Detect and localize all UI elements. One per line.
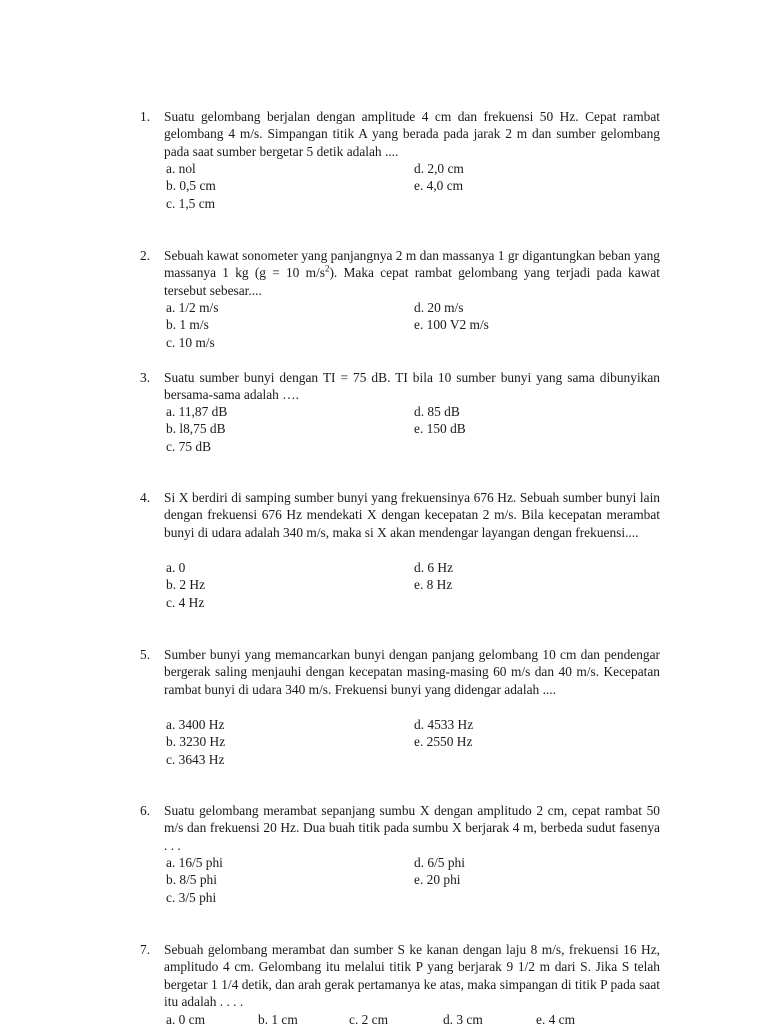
option-c: c. 2 cm (349, 1012, 389, 1027)
option-a: a. 0 (166, 560, 186, 575)
question-stem: Sumber bunyi yang memancarkan bunyi dengan panjang gelombang 10 cm dan pendengar bergerak saling menjauhi dengan kecepatan masing-masing 60 m/s dan 40 m/s. Kecepatan rambat bunyi di udara 340 m/s. Frekuensi bunyi yang didengar adalah .... (164, 647, 660, 697)
option-e: e. 20 phi (414, 872, 461, 887)
question-number: 3. (140, 370, 151, 385)
question-number: 6. (140, 803, 151, 818)
option-d: d. 6 Hz (414, 560, 454, 575)
question-number: 2. (140, 248, 151, 263)
question-number: 5. (140, 647, 151, 662)
option-d: d. 2,0 cm (414, 161, 464, 176)
question-stem: Sebuah kawat sonometer yang panjangnya 2 m dan massanya 1 gr digantungkan beban yang massanya 1 kg (g = 10 $m/s^2$). Maka cepat rambat gelombang yang terjadi pada kawat tersebut sebesar.... (164, 248, 660, 298)
option-e: e. 100 V2 m/s (414, 317, 489, 332)
option-b: b. 8/5 phi (166, 872, 217, 887)
option-e: e. 150 dB (414, 421, 466, 436)
option-d: d. 3 cm (443, 1012, 483, 1027)
question-number: 4. (140, 490, 151, 505)
question-number: 1. (140, 109, 151, 124)
option-b: b. 3230 Hz (166, 734, 226, 749)
question-stem: Suatu gelombang berjalan dengan amplitude 4 cm dan frekuensi 50 Hz. Cepat rambat gelombang 4 m/s. Simpangan titik A yang berada pada jarak 2 m dan sumber gelombang pada saat sumber bergetar 5 detik adalah .... (164, 109, 660, 159)
option-c: c. 10 m/s (166, 335, 215, 350)
option-a: a. 0 cm (166, 1012, 206, 1027)
option-c: c. 3/5 phi (166, 890, 217, 905)
option-b: b. 1 cm (258, 1012, 298, 1027)
option-e: e. 4,0 cm (414, 178, 464, 193)
option-c: c. 4 Hz (166, 595, 205, 610)
option-b: b. 0,5 cm (166, 178, 216, 193)
option-b: b. l8,75 dB (166, 421, 226, 436)
option-a: a. nol (166, 161, 196, 176)
question-stem: Sebuah gelombang merambat dan sumber S ke kanan dengan laju 8 m/s, frekuensi 16 Hz, amplitudo 4 cm. Gelombang itu melalui titik P yang berjarak 9 1/2 m dari S. Jika S telah bergetar 1 1/4 detik, dan arah gerak pertamanya ke atas, maka simpangan di titik P pada saat itu adalah . . . . (164, 942, 660, 1010)
option-e: e. 2550 Hz (414, 734, 473, 749)
option-b: b. 2 Hz (166, 577, 206, 592)
option-a: a. 11,87 dB (166, 404, 228, 419)
option-e: e. 4 cm (536, 1012, 576, 1027)
option-c: c. 3643 Hz (166, 752, 225, 767)
question-stem: Suatu sumber bunyi dengan TI = 75 dB. TI bila 10 sumber bunyi yang sama dibunyikan bersama-sama adalah …. (164, 370, 660, 403)
option-d: d. 4533 Hz (414, 717, 474, 732)
question-number: 7. (140, 942, 151, 957)
option-e: e. 8 Hz (414, 577, 453, 592)
superscript-exponent: 2 (324, 263, 330, 274)
option-c: c. 75 dB (166, 439, 212, 454)
option-a: a. 16/5 phi (166, 855, 223, 870)
option-c: c. 1,5 cm (166, 196, 216, 211)
option-d: d. 85 dB (414, 404, 460, 419)
question-stem: Si X berdiri di samping sumber bunyi yang frekuensinya 676 Hz. Sebuah sumber bunyi lain dengan frekuensi 676 Hz mendekati X dengan kecepatan 2 m/s. Bila kecepatan merambat bunyi di udara adalah 340 m/s, maka si X akan mendengar layangan dengan frekuensi.... (164, 490, 660, 540)
option-a: a. 3400 Hz (166, 717, 225, 732)
option-d: d. 20 m/s (414, 300, 464, 315)
option-b: b. 1 m/s (166, 317, 209, 332)
option-d: d. 6/5 phi (414, 855, 465, 870)
question-stem: Suatu gelombang merambat sepanjang sumbu X dengan amplitudo 2 cm, cepat rambat 50 m/s dan frekuensi 20 Hz. Dua buah titik pada sumbu X berjarak 4 m, berbeda sudut fasenya . . . (164, 803, 660, 853)
option-a: a. 1/2 m/s (166, 300, 219, 315)
